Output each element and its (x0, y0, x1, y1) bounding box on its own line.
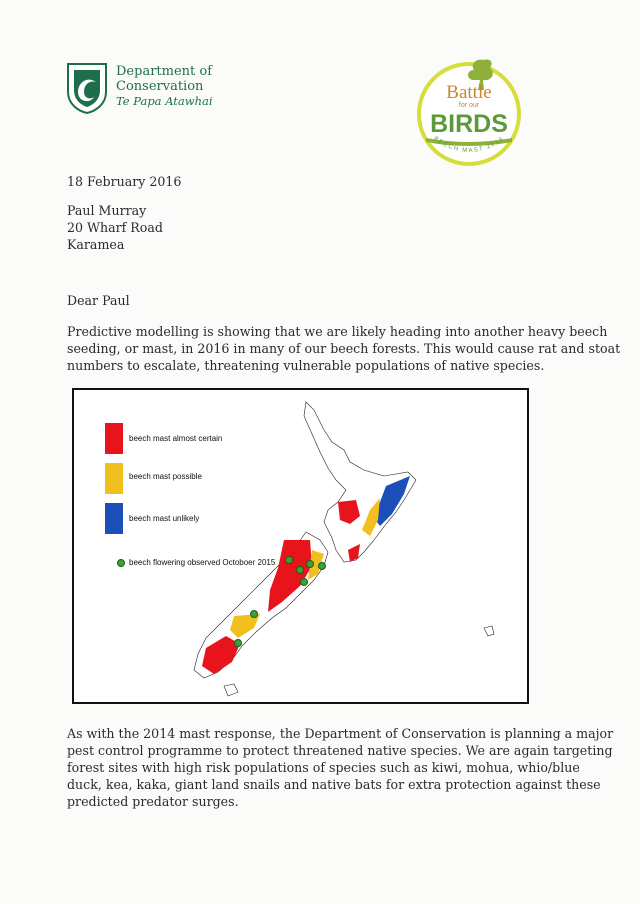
org-line2: Conservation (116, 79, 204, 94)
campaign-line3: BIRDS (430, 110, 508, 138)
paragraph-1-line: seeding, or mast, in 2016 in many of our beech forests. This would cause rat and stoat (67, 341, 621, 356)
paragraph-2-line: As with the 2014 mast response, the Department of Conservation is planning a major (67, 726, 614, 741)
recipient-street: 20 Wharf Road (67, 220, 163, 235)
greeting: Dear Paul (67, 293, 130, 308)
legend-label-possible: beech mast possible (129, 472, 202, 481)
paragraph-2-line: predicted predator surges. (67, 794, 239, 809)
flowering-dot (306, 560, 314, 568)
campaign-line1: Battle (446, 82, 492, 103)
flowering-dot (285, 556, 293, 564)
recipient-name: Paul Murray (67, 203, 147, 218)
campaign-tagline: BEECH MAST 2016 (432, 135, 506, 155)
chatham-islands-outline (484, 626, 494, 636)
legend-swatch-certain (105, 423, 123, 454)
flowering-dot (318, 562, 326, 570)
paragraph-2-line: pest control programme to protect threatened native species. We are again targeting (67, 743, 613, 758)
beech-mast-map (72, 388, 529, 704)
flowering-dot (296, 566, 304, 574)
paragraph-2-line: duck, kea, kaka, giant land snails and native bats for extra protection against these (67, 777, 601, 792)
doc-emblem-icon (66, 62, 108, 114)
doc-logo (66, 62, 216, 118)
letter-date: 18 February 2016 (67, 174, 182, 189)
paragraph-2 (67, 725, 613, 810)
recipient-town: Karamea (67, 237, 125, 252)
legend-label-unlikely: beech mast unlikely (129, 514, 200, 523)
paragraph-1-line: numbers to escalate, threatening vulnerable populations of native species. (67, 358, 545, 373)
flowering-dot (300, 578, 308, 586)
legend-label-flowering: beech flowering observed Octoboer 2015 (129, 558, 276, 567)
paragraph-1-line: Predictive modelling is showing that we are likely heading into another heavy beech (67, 324, 608, 339)
org-maori-name: Te Papa Atawhai (116, 94, 213, 108)
legend-swatch-possible (105, 463, 123, 494)
flowering-dot (250, 610, 258, 618)
stewart-island-outline (224, 684, 238, 696)
campaign-line2: for our (458, 102, 480, 109)
paragraph-1 (67, 323, 620, 374)
doc-wordmark (116, 64, 213, 109)
battle-for-our-birds-logo (414, 54, 524, 166)
recipient-address (67, 202, 163, 253)
legend-flowering-dot (117, 559, 125, 567)
flowering-dot (234, 639, 242, 647)
legend-label-certain: beech mast almost certain (129, 434, 223, 443)
paragraph-2-line: forest sites with high risk populations of species such as kiwi, mohua, whio/blue (67, 760, 580, 775)
org-line1: Department of (116, 64, 213, 79)
legend-swatch-unlikely (105, 503, 123, 534)
